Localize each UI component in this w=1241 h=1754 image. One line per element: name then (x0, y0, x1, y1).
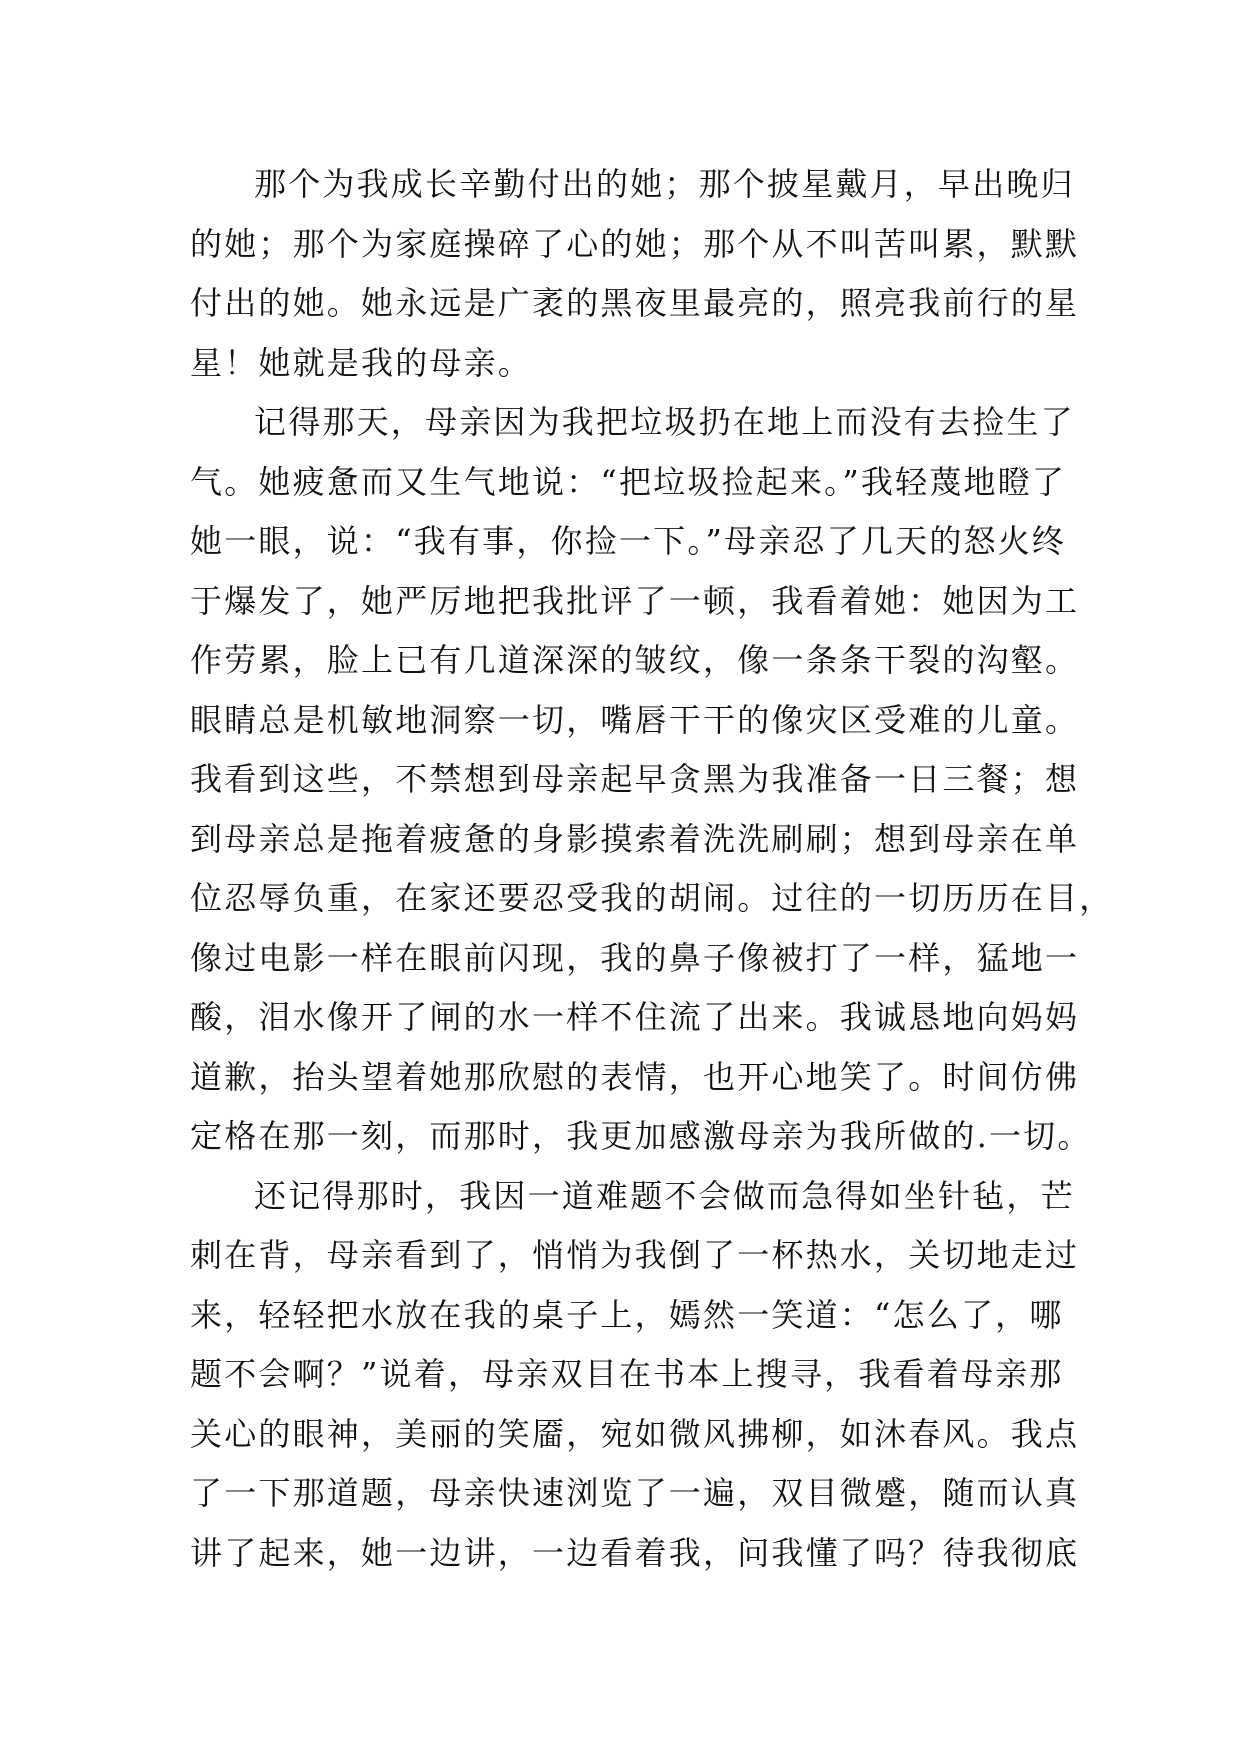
text-line: 定格在那一刻，而那时，我更加感激母亲为我所做的.一切。 (190, 1117, 1092, 1155)
text-line: 那个为我成长辛勤付出的她；那个披星戴月，早出晚归 (254, 165, 1075, 203)
text-line: 讲了起来，她一边讲，一边看着我，问我懂了吗？待我彻底 (190, 1533, 1080, 1572)
text-line: 到母亲总是拖着疲惫的身影摸索着洗洗刷刷；想到母亲在单 (190, 819, 1080, 858)
text-line: 来，轻轻把水放在我的桌子上，嫣然一笑道：“怎么了，哪 (190, 1295, 1064, 1334)
text-line: 记得那天，母亲因为我把垃圾扔在地上而没有去捡生了 (254, 403, 1075, 441)
text-line: 了一下那道题，母亲快速浏览了一遍，双目微蹙，随而认真 (190, 1474, 1080, 1512)
text-line: 题不会啊？”说着，母亲双目在书本上搜寻，我看着母亲那 (190, 1355, 1064, 1393)
text-line: 她一眼，说：“我有事，你捡一下。”母亲忍了几天的怒火终 (190, 522, 1067, 560)
body-text (190, 155, 1114, 1583)
text-line: 刺在背，母亲看到了，悄悄为我倒了一杯热水，关切地走过 (190, 1236, 1080, 1274)
text-line: 付出的她。她永远是广袤的黑夜里最亮的，照亮我前行的星 (190, 284, 1080, 322)
text-line: 酸，泪水像开了闸的水一样不住流了出来。我诚恳地向妈妈 (190, 998, 1080, 1036)
text-line: 眼睛总是机敏地洞察一切，嘴唇干干的像灾区受难的儿童。 (190, 700, 1080, 739)
text-line: 作劳累，脸上已有几道深深的皱纹，像一条条干裂的沟壑。 (190, 641, 1080, 679)
text-line: 气。她疲惫而又生气地说：“把垃圾捡起来。”我轻蔑地瞪了 (190, 462, 1067, 501)
text-line: 像过电影一样在眼前闪现，我的鼻子像被打了一样，猛地一 (190, 938, 1080, 977)
text-line: 的她；那个为家庭操碎了心的她；那个从不叫苦叫累，默默 (190, 224, 1080, 263)
text-line: 位忍辱负重，在家还要忍受我的胡闹。过往的一切历历在目， (190, 879, 1114, 917)
text-line: 还记得那时，我因一道难题不会做而急得如坐针毡，芒 (254, 1176, 1075, 1215)
text-line: 道歉，抬头望着她那欣慰的表情，也开心地笑了。时间仿佛 (190, 1057, 1080, 1096)
text-line: 关心的眼神，美丽的笑靥，宛如微风拂柳，如沐春风。我点 (190, 1414, 1080, 1453)
text-line: 星！她就是我的母亲。 (190, 343, 533, 382)
text-line: 于爆发了，她严厉地把我批评了一顿，我看着她：她因为工 (190, 581, 1080, 620)
text-line: 我看到这些，不禁想到母亲起早贪黑为我准备一日三餐；想 (190, 760, 1080, 798)
